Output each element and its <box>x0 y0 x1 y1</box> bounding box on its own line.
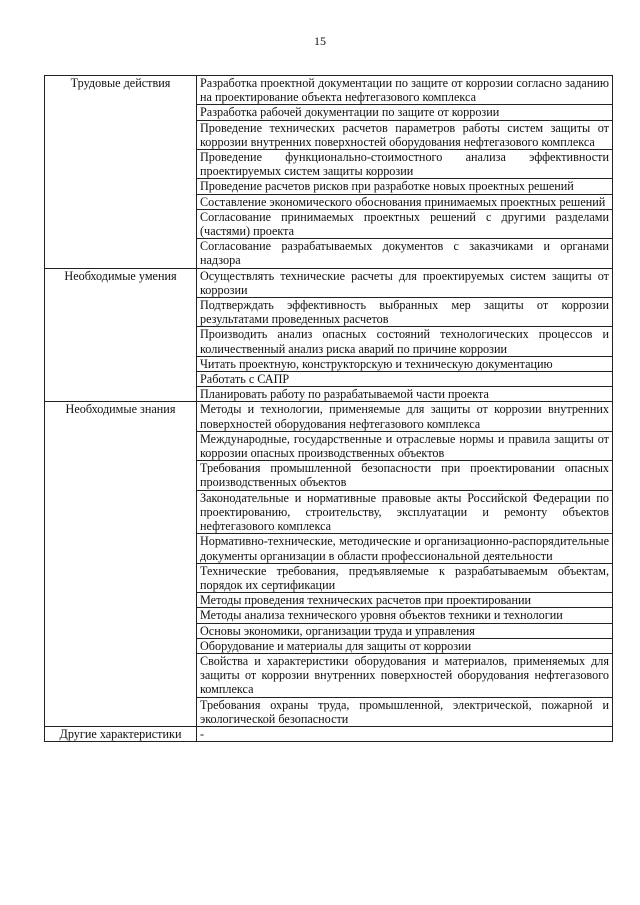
list-item: Работать с САПР <box>197 372 613 387</box>
list-item: Оборудование и материалы для защиты от коррозии <box>197 638 613 653</box>
list-item: Производить анализ опасных состояний технологических процессов и количественный анализ риска аварий по причине коррозии <box>197 327 613 356</box>
page-number: 15 <box>314 34 326 48</box>
list-item: Разработка проектной документации по защите от коррозии согласно заданию на проектирование объекта нефтегазового комплекса <box>197 76 613 105</box>
list-item: Разработка рабочей документации по защите от коррозии <box>197 105 613 120</box>
list-item: Требования охраны труда, промышленной, электрической, пожарной и экологической безопасности <box>197 697 613 726</box>
list-item: Согласование разрабатываемых документов с заказчиками и органами надзора <box>197 239 613 268</box>
section-label-required-skills: Необходимые умения <box>45 268 197 402</box>
list-item: Читать проектную, конструкторскую и техническую документацию <box>197 356 613 371</box>
table-row <box>45 402 613 431</box>
list-item: Нормативно-технические, методические и организационно-распорядительные документы организации в области профессиональной деятельности <box>197 534 613 563</box>
list-item: Требования промышленной безопасности при проектировании опасных производственных объектов <box>197 461 613 490</box>
table-row <box>45 76 613 105</box>
competency-table <box>44 75 613 742</box>
list-item: Проведение функционально-стоимостного анализа эффективности проектируемых систем защиты коррозии <box>197 150 613 179</box>
list-item: Методы и технологии, применяемые для защиты от коррозии внутренних поверхностей оборудования нефтегазового комплекса <box>197 402 613 431</box>
table-row <box>45 268 613 297</box>
list-item: Международные, государственные и отраслевые нормы и правила защиты от коррозии опасных производственных объектов <box>197 431 613 460</box>
list-item: Проведение расчетов рисков при разработке новых проектных решений <box>197 179 613 194</box>
list-item: Технические требования, предъявляемые к разрабатываемым объектам, порядок их сертификации <box>197 563 613 592</box>
list-item: Методы проведения технических расчетов при проектировании <box>197 593 613 608</box>
list-item: Осуществлять технические расчеты для проектируемых систем защиты от коррозии <box>197 268 613 297</box>
list-item: Подтверждать эффективность выбранных мер защиты от коррозии результатами проведенных расчетов <box>197 298 613 327</box>
list-item: Свойства и характеристики оборудования и материалов, применяемых для защиты от коррозии внутренних поверхностей оборудования нефтегазового комплекса <box>197 653 613 697</box>
list-item: Планировать работу по разрабатываемой части проекта <box>197 387 613 402</box>
list-item: Законодательные и нормативные правовые акты Российской Федерации по проектированию, строительству, эксплуатации и ремонту объектов нефтегазового комплекса <box>197 490 613 534</box>
list-item: Составление экономического обоснования принимаемых проектных решений <box>197 194 613 209</box>
list-item: - <box>197 726 613 741</box>
list-item: Согласование принимаемых проектных решений с другими разделами (частями) проекта <box>197 209 613 238</box>
list-item: Методы анализа технического уровня объектов техники и технологии <box>197 608 613 623</box>
list-item: Основы экономики, организации труда и управления <box>197 623 613 638</box>
section-label-other-characteristics: Другие характеристики <box>45 726 197 741</box>
list-item: Проведение технических расчетов параметров работы систем защиты от коррозии внутренних поверхностей оборудования нефтегазового комплекса <box>197 120 613 149</box>
table-row <box>45 726 613 741</box>
section-label-labor-actions: Трудовые действия <box>45 76 197 269</box>
section-label-required-knowledge: Необходимые знания <box>45 402 197 726</box>
